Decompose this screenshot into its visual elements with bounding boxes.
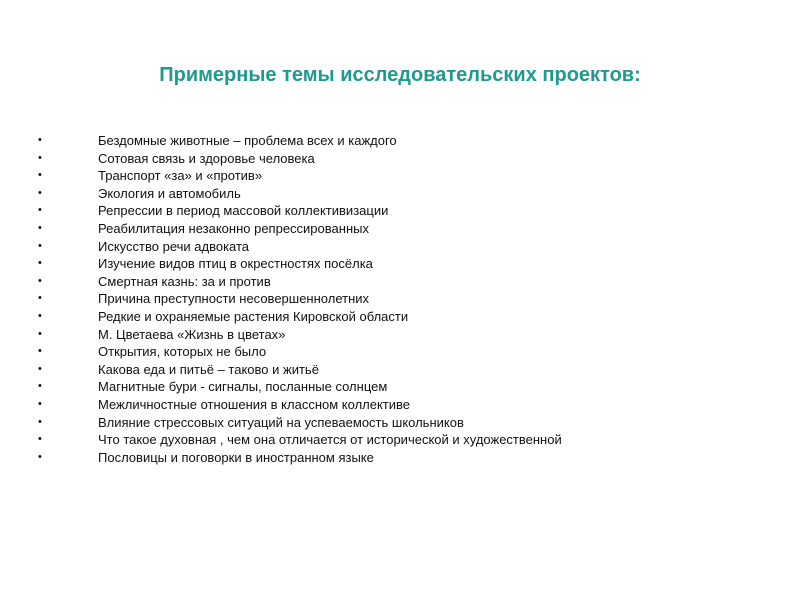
bullet-icon: • [38, 134, 42, 146]
bullet-icon: • [38, 309, 42, 322]
bullet-icon: • [38, 433, 42, 446]
topic-text: Экология и автомобиль [98, 185, 241, 201]
bullet-icon: • [38, 274, 42, 287]
bullet-icon: • [38, 151, 42, 164]
bullet-icon: • [38, 397, 42, 410]
topic-text: Магнитные бури - сигналы, посланные солнцем [98, 379, 388, 395]
bullet-icon: • [38, 257, 42, 270]
topic-text: Изучение видов птиц в окрестностях посёлка [98, 256, 373, 272]
topic-text: Редкие и охраняемые растения Кировской области [98, 308, 409, 324]
topic-text: Транспорт «за» и «против» [98, 168, 263, 184]
bullet-icon: • [38, 169, 42, 182]
bullet-icon: • [38, 345, 42, 358]
bullet-icon: • [38, 221, 42, 234]
topic-text: Репрессии в период массовой коллективизации [98, 203, 389, 219]
topic-text: Реабилитация незаконно репрессированных [98, 220, 369, 236]
topic-text: Какова еда и питьё – таково и житьё [98, 361, 319, 377]
bullet-icon: • [38, 415, 42, 428]
topic-text: М. Цветаева «Жизнь в цветах» [98, 326, 286, 342]
bullet-icon: • [38, 239, 42, 252]
slide-title: Примерные темы исследовательских проектов: [159, 64, 641, 86]
topic-text: Что такое духовная , чем она отличается от исторической и художественной [98, 432, 562, 448]
bullet-icon: • [38, 450, 42, 463]
topic-text: Влияние стрессовых ситуаций на успеваемость школьников [98, 414, 464, 430]
topic-text: Открытия, которых не было [98, 344, 267, 360]
topic-text: Сотовая связь и здоровье человека [98, 150, 315, 166]
bullet-icon: • [38, 186, 42, 199]
bullet-icon: • [38, 204, 42, 217]
topic-text: Искусство речи адвоката [98, 238, 250, 254]
topic-text: Причина преступности несовершеннолетних [98, 291, 370, 307]
bullet-icon: • [38, 327, 42, 340]
topic-text: Пословицы и поговорки в иностранном языке [98, 449, 374, 465]
topic-text: Бездомные животные – проблема всех и каждого [98, 133, 397, 148]
topic-text: Межличностные отношения в классном коллективе [98, 396, 411, 412]
bullet-icon: • [38, 380, 42, 393]
topic-text: Смертная казнь: за и против [98, 273, 271, 289]
bullet-icon: • [38, 362, 42, 375]
bullet-icon: • [38, 292, 42, 305]
